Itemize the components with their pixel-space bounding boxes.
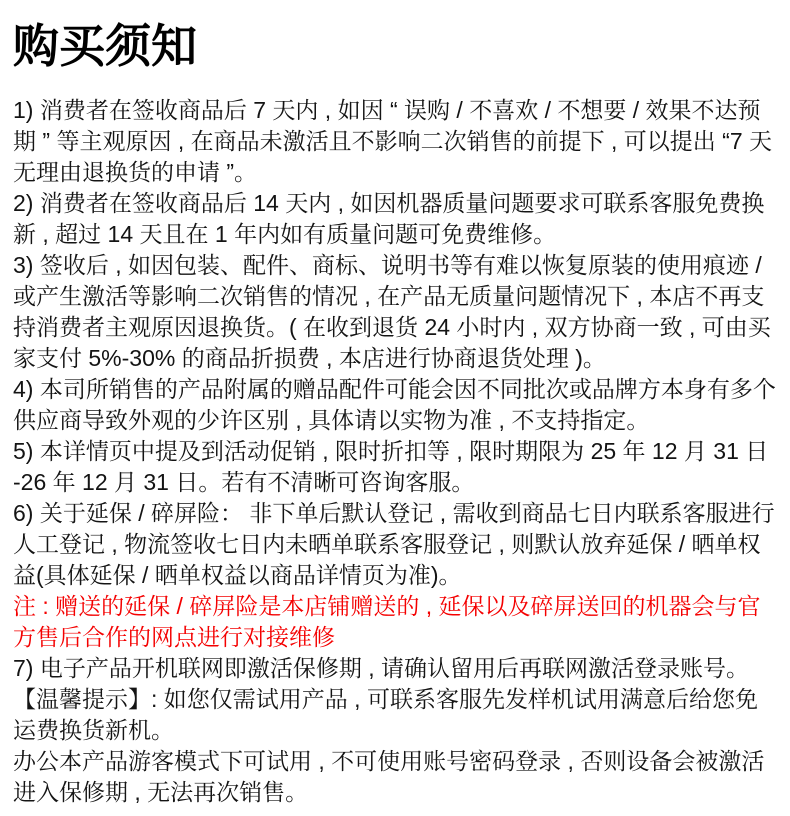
friendly-tip: 【温馨提示】: 如您仅需试用产品 , 可联系客服先发样机试用满意后给您免运费换货新机。 [13,685,758,743]
notice-item-3: 3) 签收后 , 如因包装、配件、商标、说明书等有难以恢复原装的使用痕迹 / 或产生激活等影响二次销售的情况 , 在产品无质量问题情况下 , 本店不再支持消费者主观原因退换货。( 在收到退货 24 小时内 , 双方协商一致 , 可由买家支付 5%-30% 的商品折损费 , 本店进行协商退货处理 )。 [13,251,771,371]
notice-item-1: 1) 消费者在签收商品后 7 天内 , 如因 “ 误购 / 不喜欢 / 不想要 / 效果不达预期 ” 等主观原因 , 在商品未激活且不影响二次销售的前提下 , 可以提出 “7 天无理由退换货的申请 ”。 [13,96,773,185]
notice-item-2: 2) 消费者在签收商品后 14 天内 , 如因机器质量问题要求可联系客服免费换新 , 超过 14 天且在 1 年内如有质量问题可免费维修。 [13,189,765,247]
gift-warranty-note: 注 : 赠送的延保 / 碎屏险是本店铺赠送的 , 延保以及碎屏送回的机器会与官方售后合作的网点进行对接维修 [13,592,761,650]
notice-item-5: 5) 本详情页中提及到活动促销 , 限时折扣等 , 限时期限为 25 年 12 月 31 日 -26 年 12 月 31 日。若有不清晰可咨询客服。 [13,437,769,495]
page-title: 购买须知 [13,20,197,72]
notice-body [13,95,777,808]
notice-item-6: 6) 关于延保 / 碎屏险： 非下单后默认登记 , 需收到商品七日内联系客服进行人工登记 , 物流签收七日内未晒单联系客服登记 , 则默认放弃延保 / 晒单权益(具体延保 / 晒单权益以商品详情页为准)。 [13,499,775,588]
friendly-tip-continuation: 办公本产品游客模式下可试用 , 不可使用账号密码登录 , 否则设备会被激活进入保修期 , 无法再次销售。 [13,747,765,805]
notice-item-7: 7) 电子产品开机联网即激活保修期 , 请确认留用后再联网激活登录账号。 [13,654,750,681]
notice-item-4: 4) 本司所销售的产品附属的赠品配件可能会因不同批次或品牌方本身有多个供应商导致外观的少许区别 , 具体请以实物为准 , 不支持指定。 [13,375,776,433]
